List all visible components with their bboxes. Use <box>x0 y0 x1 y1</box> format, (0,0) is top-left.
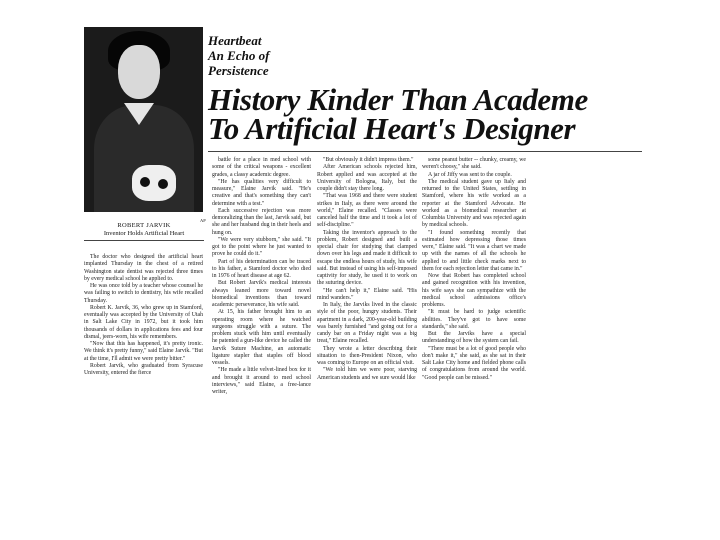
heart-port <box>158 179 168 189</box>
photo-credit: AP <box>200 218 206 223</box>
caption-subtitle: Inventor Holds Artificial Heart <box>103 230 185 237</box>
heart-port <box>140 177 150 187</box>
article-paragraph: In Italy, the Jarviks lived in the classic style of the poor, hungry students. Their apartment in a dark, 200-year-old building was barely furnished "and going out for a candy bar on a Friday night was a big treat," Elaine recalled. <box>317 302 417 345</box>
article-paragraph: Part of his determination can be traced to his father, a Stamford doctor who died in 1976 of heart disease at age 62. <box>212 258 311 279</box>
article-paragraph: Now that Robert has completed school and gained recognition with his invention, his wife says she can sympathize with the medical school admissions office's problems. <box>422 273 526 308</box>
article-column-2 <box>212 157 311 396</box>
article-paragraph: "There must be a lot of good people who don't make it," she said, as she sat in their Salt Lake City home and fielded phone calls of congratulations from around the world. "Good people can be missed." <box>422 345 526 381</box>
article-paragraph: "But obviously it didn't impress them." <box>323 157 414 163</box>
article-paragraph: A jar of Jiffy was sent to the couple. <box>428 171 512 178</box>
article-paragraph: Robert Jarvik, who graduated from Syracuse University, entered the fierce <box>84 362 203 376</box>
article-paragraph: "Now that this has happened, it's pretty ironic. We think it's pretty funny," said Elaine Jarvik. "But at the time, I'll admit we were pretty bitter." <box>84 341 203 362</box>
article-paragraph: "We were very stubborn," she said. "It got to the point where he just wanted to prove he could do it." <box>212 236 311 258</box>
article-paragraph: "I found something recently that estimated how depressing those times were," Elaine said. "It was a chart we made up with the names of all the schools he applied to and little check marks next to them for each rejection letter that came in." <box>422 229 526 272</box>
article-paragraph: "We told him we were poor, starving American students and we sure would like <box>317 367 417 381</box>
headline <box>208 82 588 146</box>
article-column-4 <box>422 157 526 382</box>
kicker <box>208 33 269 78</box>
photo-caption <box>84 222 204 238</box>
headline-line: History Kinder Than Academe <box>208 82 588 117</box>
article-paragraph: The doctor who designed the artificial heart implanted Thursday in the chest of a retired Washington state dentist was rejected three times by every medical school he applied to. <box>84 254 203 282</box>
article-paragraph: "He has qualities very difficult to measure," Elaine Jarvik said. "He's creative and that's something they can't determine with a test." <box>212 178 311 207</box>
kicker-line: An Echo of <box>208 48 270 63</box>
article-column-3 <box>317 157 417 382</box>
artificial-heart-model <box>132 165 176 201</box>
article-column-1 <box>84 254 203 377</box>
article-paragraph: Taking the inventor's approach to the problem, Robert designed and built a special chair for studying that clamped down over his legs and made it difficult to escape the endless hours of study, his wife said. But instead of using his self-imposed captivity for study, he used it to work on the suturing device. <box>317 229 417 287</box>
article-paragraph: "He made a little velvet-lined box for it and brought it around to med school interviews," said Elaine, a free-lance writer, <box>212 367 311 395</box>
article-paragraph: Each successive rejection was more demoralizing than the last, Jarvik said, but she and her husband dug in their heels and hung on. <box>212 207 311 236</box>
article-paragraph: "He can't help it," Elaine said. "His mind wanders." <box>317 287 417 301</box>
article-paragraph: some peanut butter -- chunky, creamy, we weren't choosy," she said. <box>422 157 526 171</box>
headline-rule <box>208 151 642 152</box>
article-paragraph: battle for a place in med school with some of the critical weapons - excellent grades, a classy academic degree. <box>212 157 311 178</box>
article-paragraph: After American schools rejected him, Robert applied and was accepted at the University of Bologna, Italy, but the couple didn't stay there long. <box>317 164 417 192</box>
article-paragraph: They wrote a letter describing their situation to then-President Nixon, who was coming to Europe on an official visit. <box>317 345 417 366</box>
article-paragraph: But the Jarviks have a special understanding of how the system can fail. <box>422 331 526 345</box>
article-paragraph: The medical student gave up Italy and returned to the United States, settling in Stamford, where his wife worked as a reporter at the Stamford Advocate. He worked as a biomedical researcher at Columbia University and was rejected again by medical schools. <box>422 178 526 229</box>
article-paragraph: At 15, his father brought him to an operating room where he watched surgeons struggle with a suture. The problem stuck with him until eventually he patented a gun-like device he called the Jarvik Suture Machine, an automatic ligature stapler that staples off blood vessels. <box>212 309 311 366</box>
caption-rule <box>84 240 204 241</box>
article-paragraph: Robert K. Jarvik, 36, who grew up in Stamford, eventually was accepted by the University of Utah in Salt Lake City in 1972, but it took him thousands of dollars in applications fees and four dismal, jeers-worn, his wife remembers. <box>84 304 203 340</box>
photo-face <box>118 45 160 99</box>
article-paragraph: He was once told by a teacher whose counsel he was failing to switch to dentistry, his wife recalled Thursday. <box>84 283 203 304</box>
article-paragraph: "That was 1968 and there were student strikes in Italy, as there were around the world," Elaine recalled. "Classes were canceled half the time and it took a lot of self-discipline." <box>317 193 417 229</box>
portrait-photo <box>84 27 203 212</box>
headline-line: To Artificial Heart's Designer <box>208 111 576 146</box>
article-paragraph: "It must be hard to judge scientific abilities. They've got to have some standards," she said. <box>422 309 526 330</box>
kicker-line: Heartbeat <box>208 33 262 48</box>
kicker-line: Persistence <box>208 63 269 78</box>
caption-name: ROBERT JARVIK <box>117 222 171 229</box>
article-paragraph: But Robert Jarvik's medical interests always leaned more toward novel biomedical inventions than toward academic perseverance, his wife said. <box>212 280 311 308</box>
